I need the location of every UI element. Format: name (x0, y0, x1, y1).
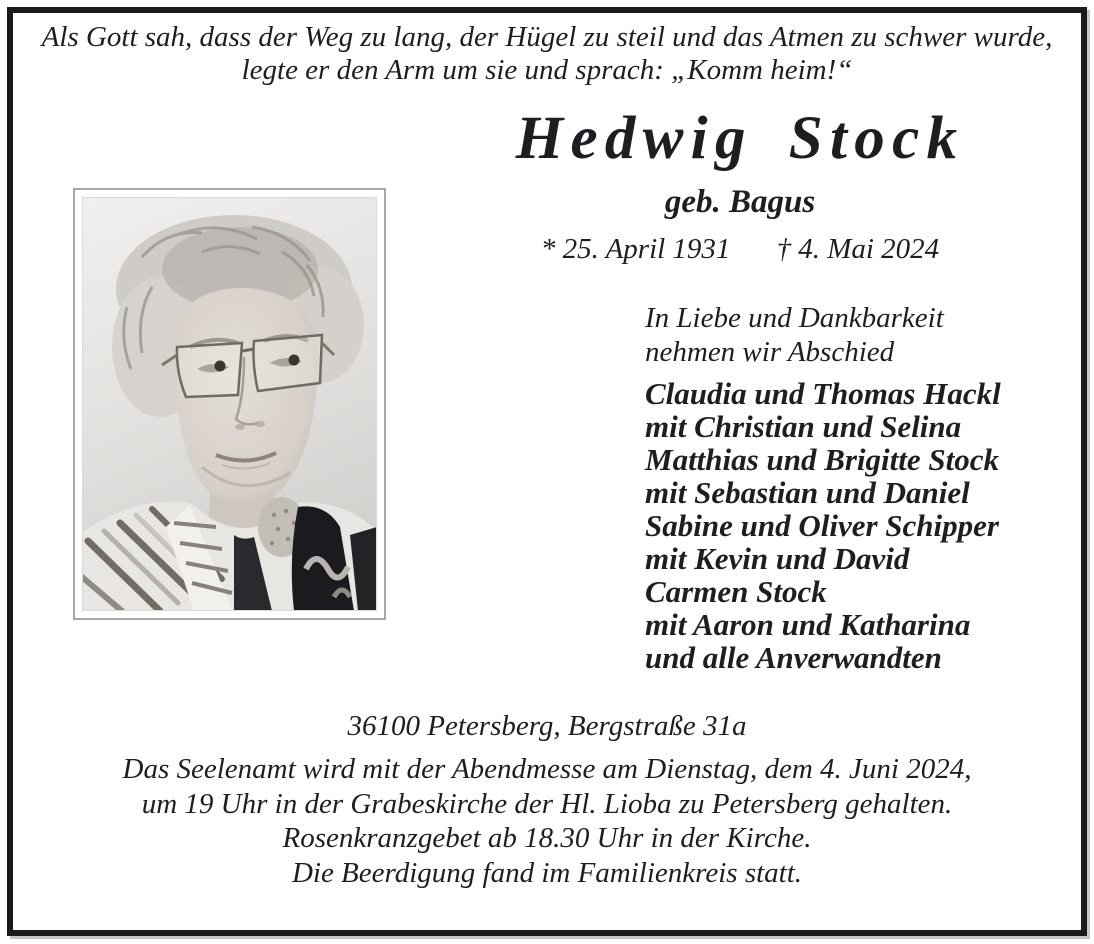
mourners-list (645, 377, 1001, 674)
service-info-line: Die Beerdigung fand im Familienkreis statt. (291, 856, 803, 889)
portrait-photo (73, 188, 386, 620)
memorial-quote-line1: Als Gott sah, dass der Weg zu lang, der Hügel zu steil und das Atmen zu schwer wurde, (41, 21, 1053, 53)
mourner-line: mit Aaron und Katharina (645, 607, 971, 642)
memorial-quote (0, 21, 1094, 87)
mourner-line: Claudia und Thomas Hackl (645, 376, 1001, 411)
mourner-line: Sabine und Oliver Schipper (645, 508, 999, 543)
birth-date: * 25. April 1931 (540, 233, 731, 265)
family-address: 36100 Petersberg, Bergstraße 31a (347, 710, 747, 742)
farewell-text (645, 301, 944, 369)
memorial-quote-line2: legte er den Arm um sie und sprach: „Komm heim!“ (241, 54, 853, 86)
service-information (0, 752, 1094, 890)
mourner-line: Carmen Stock (645, 574, 827, 609)
farewell-line2: nehmen wir Abschied (645, 336, 895, 368)
mourner-line: Matthias und Brigitte Stock (645, 442, 1000, 477)
service-info-line: Das Seelenamt wird mit der Abendmesse am Dienstag, dem 4. Juni 2024, (122, 753, 972, 785)
farewell-line1: In Liebe und Dankbarkeit (645, 302, 944, 334)
life-dates (392, 233, 1088, 266)
mourner-line: mit Christian und Selina (645, 409, 962, 444)
mourner-line: mit Sebastian und Daniel (645, 475, 970, 510)
service-info-line: um 19 Uhr in der Grabeskirche der Hl. Lioba zu Petersberg gehalten. (141, 787, 953, 820)
death-date: † 4. Mai 2024 (776, 233, 940, 265)
mourner-line: und alle Anverwandten (645, 640, 942, 675)
portrait-illustration (82, 197, 377, 611)
service-info-line: Rosenkranzgebet ab 18.30 Uhr in der Kirche. (282, 822, 812, 854)
deceased-name: Hedwig Stock (515, 105, 965, 172)
maiden-name: geb. Bagus (664, 184, 816, 220)
mourner-line: mit Kevin und David (645, 541, 910, 576)
